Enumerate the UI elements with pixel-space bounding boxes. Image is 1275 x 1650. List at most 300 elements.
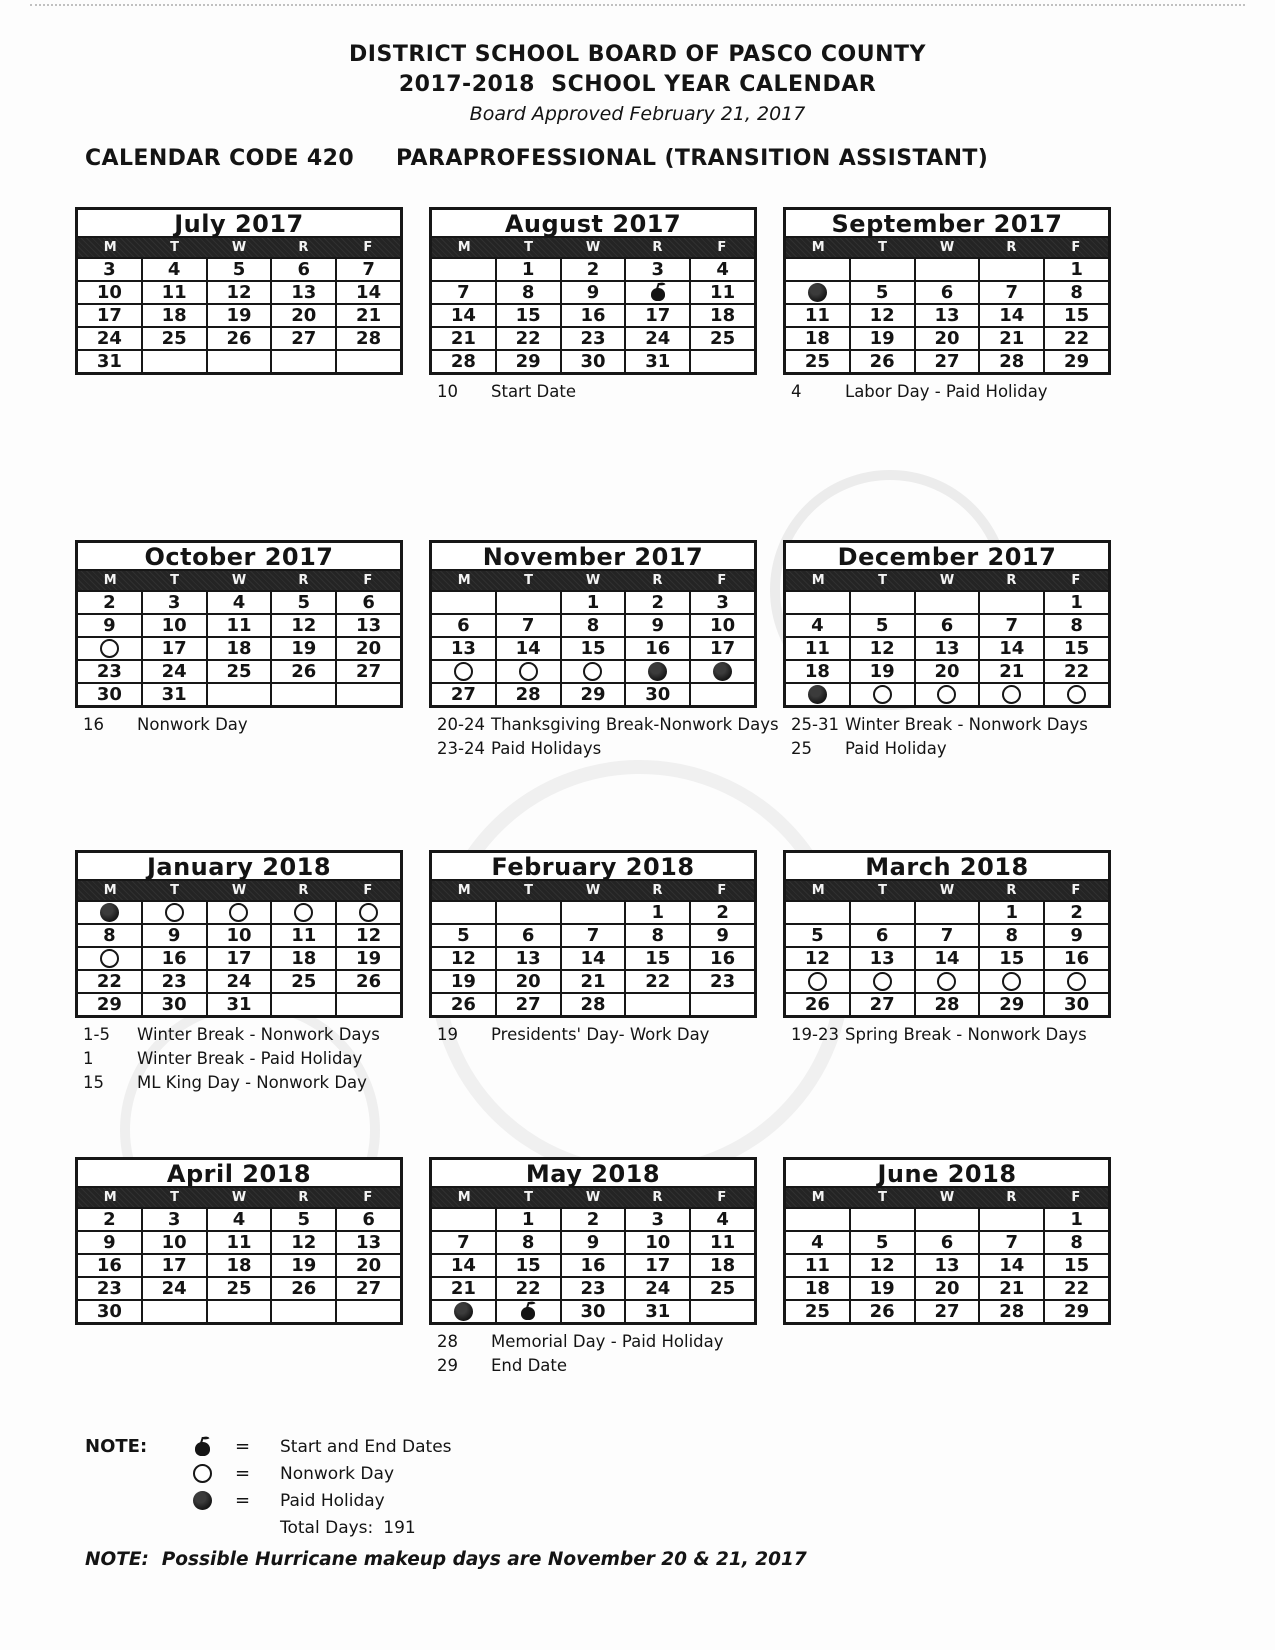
calendar-day-cell — [786, 1209, 849, 1230]
week-row — [432, 280, 754, 303]
calendar-day-cell: 17 — [141, 1255, 206, 1276]
calendar-day-cell — [141, 902, 206, 923]
calendar-day-cell — [206, 902, 271, 923]
week-row — [786, 992, 1108, 1015]
calendar-day-cell — [270, 994, 335, 1015]
month-note — [783, 737, 1088, 761]
note-dates: 19 — [437, 1025, 458, 1044]
hurricane-note: NOTE: Possible Hurricane makeup days are November 20 & 21, 2017 — [85, 1549, 807, 1570]
week-row — [432, 349, 754, 372]
calendar-day-cell: 12 — [270, 1232, 335, 1253]
calendar-day-cell: 18 — [804, 1278, 830, 1299]
calendar-day-cell: 3 — [689, 592, 754, 613]
calendar-day-cell: 13 — [270, 282, 335, 303]
nonwork-day-icon — [454, 662, 473, 681]
calendar-day-cell: 27 — [914, 351, 979, 372]
note-dates: 25-31 — [791, 715, 839, 734]
calendar-day-cell: 17 — [624, 1255, 689, 1276]
month-notes — [429, 380, 576, 404]
month-note — [75, 1047, 380, 1071]
calendar-day-cell: 7 — [457, 1232, 470, 1253]
legend-symbol — [170, 1437, 235, 1456]
week-row — [78, 1207, 400, 1230]
day-header-cell: R — [652, 573, 663, 588]
note-text: Winter Break - Nonwork Days — [137, 1025, 380, 1044]
calendar-day-cell — [78, 902, 141, 923]
calendar-day-cell — [689, 1301, 754, 1322]
month-note — [429, 1354, 724, 1378]
calendar-day-cell: 6 — [457, 615, 470, 636]
calendar-day-cell: 29 — [495, 351, 560, 372]
day-header-cell: F — [717, 1190, 727, 1205]
day-header-cell: T — [878, 1190, 888, 1205]
month-note — [75, 1023, 380, 1047]
day-header-row — [78, 881, 400, 900]
note-text: ML King Day - Nonwork Day — [137, 1073, 367, 1092]
month-calendar — [75, 207, 403, 375]
week-row — [432, 303, 754, 326]
day-header-cell: M — [811, 573, 825, 588]
calendar-day-cell: 27 — [914, 1301, 979, 1322]
day-header-row — [432, 238, 754, 257]
day-header-cell: F — [717, 883, 727, 898]
week-row — [786, 613, 1108, 636]
calendar-day-cell — [432, 592, 495, 613]
month-calendar — [429, 540, 757, 708]
week-row — [78, 992, 400, 1015]
day-header-cell: F — [363, 573, 373, 588]
calendar-day-cell: 27 — [495, 994, 560, 1015]
calendar-day-cell: 2 — [624, 592, 689, 613]
week-row — [786, 900, 1108, 923]
calendar-day-cell — [624, 282, 689, 303]
calendar-day-cell — [432, 1301, 495, 1322]
note-text: Winter Break - Paid Holiday — [137, 1049, 363, 1068]
month-title: January 2018 — [78, 853, 400, 881]
calendar-day-cell: 2 — [103, 592, 116, 613]
month-title: November 2017 — [432, 543, 754, 571]
month-block — [75, 1157, 403, 1325]
day-header-cell: T — [170, 240, 180, 255]
calendar-day-cell: 26 — [849, 1301, 914, 1322]
day-header-row — [432, 1188, 754, 1207]
day-header-cell: F — [1071, 573, 1081, 588]
day-header-cell: M — [457, 240, 471, 255]
week-row — [78, 969, 400, 992]
total-days-row — [85, 1514, 1275, 1541]
calendar-day-cell: 6 — [849, 925, 914, 946]
calendar-day-cell: 23 — [96, 1278, 122, 1299]
calendar-day-cell: 30 — [624, 684, 689, 705]
month-calendar — [75, 540, 403, 708]
calendar-day-cell — [270, 351, 335, 372]
month-calendar — [783, 1157, 1111, 1325]
calendar-day-cell: 3 — [624, 259, 689, 280]
calendar-day-cell: 28 — [560, 994, 625, 1015]
calendar-day-cell: 12 — [804, 948, 830, 969]
calendar-day-cell: 13 — [335, 615, 400, 636]
month-notes — [783, 713, 1088, 761]
day-header-cell: W — [231, 573, 247, 588]
day-header-cell: F — [1071, 240, 1081, 255]
calendar-day-cell: 12 — [450, 948, 476, 969]
calendar-day-cell — [335, 351, 400, 372]
calendar-day-cell: 7 — [560, 925, 625, 946]
note-dates: 15 — [83, 1073, 104, 1092]
calendar-day-cell: 22 — [1043, 661, 1108, 682]
nonwork-day-icon — [1002, 972, 1021, 991]
month-note — [783, 1023, 1087, 1047]
calendar-day-cell: 8 — [103, 925, 116, 946]
calendar-day-cell — [914, 971, 979, 992]
month-calendar — [75, 1157, 403, 1325]
month-note — [429, 1023, 709, 1047]
calendar-day-cell: 13 — [450, 638, 476, 659]
week-row — [786, 636, 1108, 659]
month-notes — [429, 1330, 724, 1378]
month-notes — [429, 1023, 709, 1047]
calendar-day-cell: 5 — [811, 925, 824, 946]
calendar-day-cell: 20 — [914, 661, 979, 682]
calendar-day-cell — [206, 1301, 271, 1322]
calendar-day-cell: 16 — [689, 948, 754, 969]
calendar-day-cell: 3 — [141, 592, 206, 613]
calendar-day-cell: 30 — [96, 684, 122, 705]
calendar-day-cell: 9 — [624, 615, 689, 636]
calendar-day-cell: 15 — [495, 1255, 560, 1276]
calendar-day-cell: 5 — [849, 615, 914, 636]
calendar-day-cell — [495, 902, 560, 923]
day-header-cell: T — [878, 240, 888, 255]
equals-sign: = — [235, 1436, 251, 1457]
calendar-day-cell: 4 — [206, 1209, 271, 1230]
day-header-cell: M — [103, 1190, 117, 1205]
legend-row — [85, 1487, 1275, 1514]
day-header-cell: R — [1006, 240, 1017, 255]
calendar-day-cell — [786, 282, 849, 303]
note-text: Paid Holiday — [845, 739, 947, 758]
day-header-cell: F — [363, 240, 373, 255]
day-header-cell: T — [878, 573, 888, 588]
calendar-day-cell: 14 — [978, 638, 1043, 659]
day-header-cell: T — [170, 883, 180, 898]
calendar-day-cell: 4 — [141, 259, 206, 280]
calendar-day-cell: 6 — [335, 1209, 400, 1230]
calendar-day-cell: 2 — [689, 902, 754, 923]
calendar-day-cell: 25 — [689, 1278, 754, 1299]
calendar-day-cell — [1043, 971, 1108, 992]
calendar-day-cell: 6 — [914, 615, 979, 636]
calendar-day-cell: 26 — [206, 328, 271, 349]
equals-sign: = — [235, 1490, 251, 1511]
calendar-day-cell: 11 — [141, 282, 206, 303]
calendar-day-cell: 7 — [457, 282, 470, 303]
calendar-day-cell — [978, 592, 1043, 613]
week-row — [78, 946, 400, 969]
calendar-day-cell: 25 — [804, 351, 830, 372]
calendar-day-cell: 22 — [1043, 1278, 1108, 1299]
note-dates: 1 — [83, 1049, 94, 1068]
day-header-cell: R — [298, 883, 309, 898]
calendar-day-cell — [270, 684, 335, 705]
calendar-day-cell: 21 — [978, 1278, 1043, 1299]
calendar-day-cell: 14 — [335, 282, 400, 303]
calendar-day-cell: 23 — [689, 971, 754, 992]
month-notes — [75, 1023, 380, 1095]
note-text: Paid Holidays — [491, 739, 602, 758]
note-dates: 16 — [83, 715, 104, 734]
calendar-day-cell: 16 — [141, 948, 206, 969]
week-row — [78, 590, 400, 613]
nonwork-day-icon — [519, 662, 538, 681]
day-header-cell: M — [457, 1190, 471, 1205]
nonwork-day-icon — [873, 685, 892, 704]
calendar-day-cell: 11 — [689, 1232, 754, 1253]
day-header-cell: M — [811, 1190, 825, 1205]
day-header-row — [78, 571, 400, 590]
calendar-day-cell: 11 — [804, 305, 830, 326]
calendar-day-cell: 5 — [270, 1209, 335, 1230]
document-title: DISTRICT SCHOOL BOARD OF PASCO COUNTY — [349, 42, 926, 67]
nonwork-day-icon — [165, 903, 184, 922]
day-header-row — [786, 1188, 1108, 1207]
calendar-day-cell: 26 — [270, 1278, 335, 1299]
legend-row — [85, 1433, 1275, 1460]
calendar-day-cell: 5 — [206, 259, 271, 280]
total-days-value: 191 — [383, 1517, 416, 1538]
calendar-day-cell — [689, 684, 754, 705]
calendar-day-cell: 20 — [914, 328, 979, 349]
note-dates: 25 — [791, 739, 812, 758]
calendar-day-cell — [978, 259, 1043, 280]
calendar-day-cell: 18 — [206, 1255, 271, 1276]
calendar-day-cell: 10 — [141, 615, 206, 636]
note-dates: 1-5 — [83, 1025, 110, 1044]
month-block — [429, 540, 779, 850]
calendar-day-cell: 19 — [849, 661, 914, 682]
calendar-day-cell: 27 — [270, 328, 335, 349]
calendar-day-cell: 11 — [804, 638, 830, 659]
calendar-day-cell — [432, 661, 495, 682]
calendar-day-cell: 24 — [141, 1278, 206, 1299]
week-row — [786, 303, 1108, 326]
calendar-day-cell — [495, 1301, 560, 1322]
calendar-day-cell: 18 — [804, 328, 830, 349]
day-header-cell: W — [231, 1190, 247, 1205]
calendar-day-cell: 22 — [96, 971, 122, 992]
start-end-date-icon — [651, 288, 665, 301]
calendar-day-cell — [786, 592, 849, 613]
calendar-day-cell: 11 — [804, 1255, 830, 1276]
calendar-day-cell: 27 — [335, 1278, 400, 1299]
month-block — [429, 207, 757, 540]
calendar-day-cell: 28 — [495, 684, 560, 705]
calendar-day-cell — [624, 994, 689, 1015]
week-row — [786, 1253, 1108, 1276]
calendar-day-cell — [206, 351, 271, 372]
day-header-cell: W — [585, 1190, 601, 1205]
note-text: Start Date — [491, 382, 576, 401]
calendar-day-cell — [849, 592, 914, 613]
week-row — [786, 969, 1108, 992]
calendar-day-cell — [1043, 684, 1108, 705]
day-header-cell: W — [231, 883, 247, 898]
start-end-date-icon — [521, 1307, 535, 1320]
calendar-day-cell — [914, 1209, 979, 1230]
calendar-day-cell: 19 — [450, 971, 476, 992]
day-header-row — [78, 238, 400, 257]
calendar-day-cell — [786, 259, 849, 280]
week-row — [78, 1276, 400, 1299]
week-row — [78, 636, 400, 659]
calendar-day-cell: 10 — [624, 1232, 689, 1253]
calendar-day-cell — [270, 1301, 335, 1322]
calendar-day-cell: 25 — [804, 1301, 830, 1322]
legend-row — [85, 1460, 1275, 1487]
week-row — [432, 1230, 754, 1253]
note-text: Spring Break - Nonwork Days — [845, 1025, 1087, 1044]
calendar-day-cell: 22 — [495, 328, 560, 349]
calendar-day-cell: 16 — [560, 305, 625, 326]
month-title: September 2017 — [786, 210, 1108, 238]
month-block — [75, 207, 403, 540]
calendar-day-cell: 12 — [206, 282, 271, 303]
month-note — [429, 380, 576, 404]
note-dates: 19-23 — [791, 1025, 839, 1044]
calendar-day-cell: 16 — [560, 1255, 625, 1276]
calendar-day-cell: 9 — [141, 925, 206, 946]
calendar-day-cell — [78, 638, 141, 659]
note-dates: 23-24 — [437, 739, 485, 758]
month-note — [75, 713, 248, 737]
calendar-day-cell: 1 — [1043, 259, 1108, 280]
calendar-day-cell — [849, 902, 914, 923]
calendar-day-cell: 30 — [96, 1301, 122, 1322]
calendar-day-cell — [335, 902, 400, 923]
calendar-day-cell: 20 — [270, 305, 335, 326]
calendar-day-cell: 1 — [1043, 1209, 1108, 1230]
calendar-day-cell: 31 — [624, 351, 689, 372]
day-header-cell: T — [524, 1190, 534, 1205]
month-notes — [783, 380, 1048, 404]
day-header-cell: R — [652, 1190, 663, 1205]
calendar-day-cell — [914, 592, 979, 613]
month-block — [75, 850, 403, 1157]
week-row — [786, 257, 1108, 280]
day-header-cell: M — [103, 240, 117, 255]
calendar-day-cell: 15 — [978, 948, 1043, 969]
calendar-grid — [75, 207, 1275, 1378]
day-header-cell: M — [811, 883, 825, 898]
calendar-day-cell: 19 — [849, 1278, 914, 1299]
calendar-day-cell: 14 — [450, 305, 476, 326]
calendar-day-cell: 22 — [1043, 328, 1108, 349]
month-block — [783, 1157, 1111, 1325]
calendar-day-cell: 7 — [978, 282, 1043, 303]
calendar-day-cell: 27 — [450, 684, 476, 705]
nonwork-day-icon — [100, 639, 119, 658]
calendar-day-cell: 12 — [335, 925, 400, 946]
calendar-day-cell: 4 — [689, 259, 754, 280]
week-row — [786, 923, 1108, 946]
day-header-cell: R — [1006, 573, 1017, 588]
week-row — [432, 326, 754, 349]
calendar-day-cell: 18 — [206, 638, 271, 659]
month-calendar — [429, 207, 757, 375]
calendar-day-cell: 30 — [560, 351, 625, 372]
calendar-day-cell: 8 — [495, 1232, 560, 1253]
calendar-day-cell: 5 — [457, 925, 470, 946]
legend — [85, 1433, 1275, 1541]
month-block — [783, 207, 1111, 540]
calendar-day-cell: 15 — [495, 305, 560, 326]
calendar-day-cell: 6 — [914, 1232, 979, 1253]
day-header-cell: T — [524, 240, 534, 255]
calendar-day-cell — [206, 684, 271, 705]
calendar-day-cell: 11 — [206, 615, 271, 636]
month-note — [783, 713, 1088, 737]
calendar-day-cell: 30 — [1043, 994, 1108, 1015]
calendar-day-cell: 6 — [495, 925, 560, 946]
position-title: PARAPROFESSIONAL (TRANSITION ASSISTANT) — [396, 146, 989, 171]
day-header-cell: M — [103, 883, 117, 898]
day-header-cell: R — [652, 240, 663, 255]
note-text: Nonwork Day — [137, 715, 248, 734]
nonwork-day-icon — [229, 903, 248, 922]
calendar-day-cell: 4 — [689, 1209, 754, 1230]
calendar-day-cell: 1 — [495, 1209, 560, 1230]
calendar-day-cell: 21 — [450, 1278, 476, 1299]
month-notes — [783, 1023, 1087, 1047]
calendar-day-cell: 29 — [978, 994, 1043, 1015]
month-notes — [75, 713, 248, 737]
calendar-day-cell: 1 — [978, 902, 1043, 923]
calendar-day-cell: 16 — [96, 1255, 122, 1276]
calendar-day-cell: 19 — [270, 1255, 335, 1276]
week-row — [432, 900, 754, 923]
calendar-day-cell: 8 — [624, 925, 689, 946]
week-row — [78, 303, 400, 326]
week-row — [78, 682, 400, 705]
day-header-cell: T — [524, 573, 534, 588]
calendar-day-cell: 3 — [103, 259, 116, 280]
calendar-day-cell: 12 — [270, 615, 335, 636]
calendar-day-cell: 31 — [141, 684, 206, 705]
week-row — [786, 1299, 1108, 1322]
week-row — [78, 280, 400, 303]
calendar-day-cell: 22 — [495, 1278, 560, 1299]
calendar-day-cell: 8 — [1043, 1232, 1108, 1253]
calendar-day-cell — [689, 661, 754, 682]
calendar-day-cell — [495, 592, 560, 613]
calendar-day-cell: 23 — [96, 661, 122, 682]
calendar-day-cell: 31 — [624, 1301, 689, 1322]
calendar-day-cell: 8 — [560, 615, 625, 636]
calendar-day-cell: 16 — [1043, 948, 1108, 969]
calendar-day-cell — [914, 684, 979, 705]
calendar-code-line — [85, 146, 1275, 171]
paid-holiday-icon — [808, 685, 827, 704]
nonwork-day-icon — [359, 903, 378, 922]
note-dates: 4 — [791, 382, 802, 401]
day-header-cell: W — [939, 1190, 955, 1205]
calendar-day-cell — [849, 259, 914, 280]
month-title: December 2017 — [786, 543, 1108, 571]
note-text: End Date — [491, 1356, 568, 1375]
day-header-row — [432, 881, 754, 900]
calendar-day-cell: 10 — [689, 615, 754, 636]
legend-note-label: NOTE: — [85, 1436, 148, 1457]
